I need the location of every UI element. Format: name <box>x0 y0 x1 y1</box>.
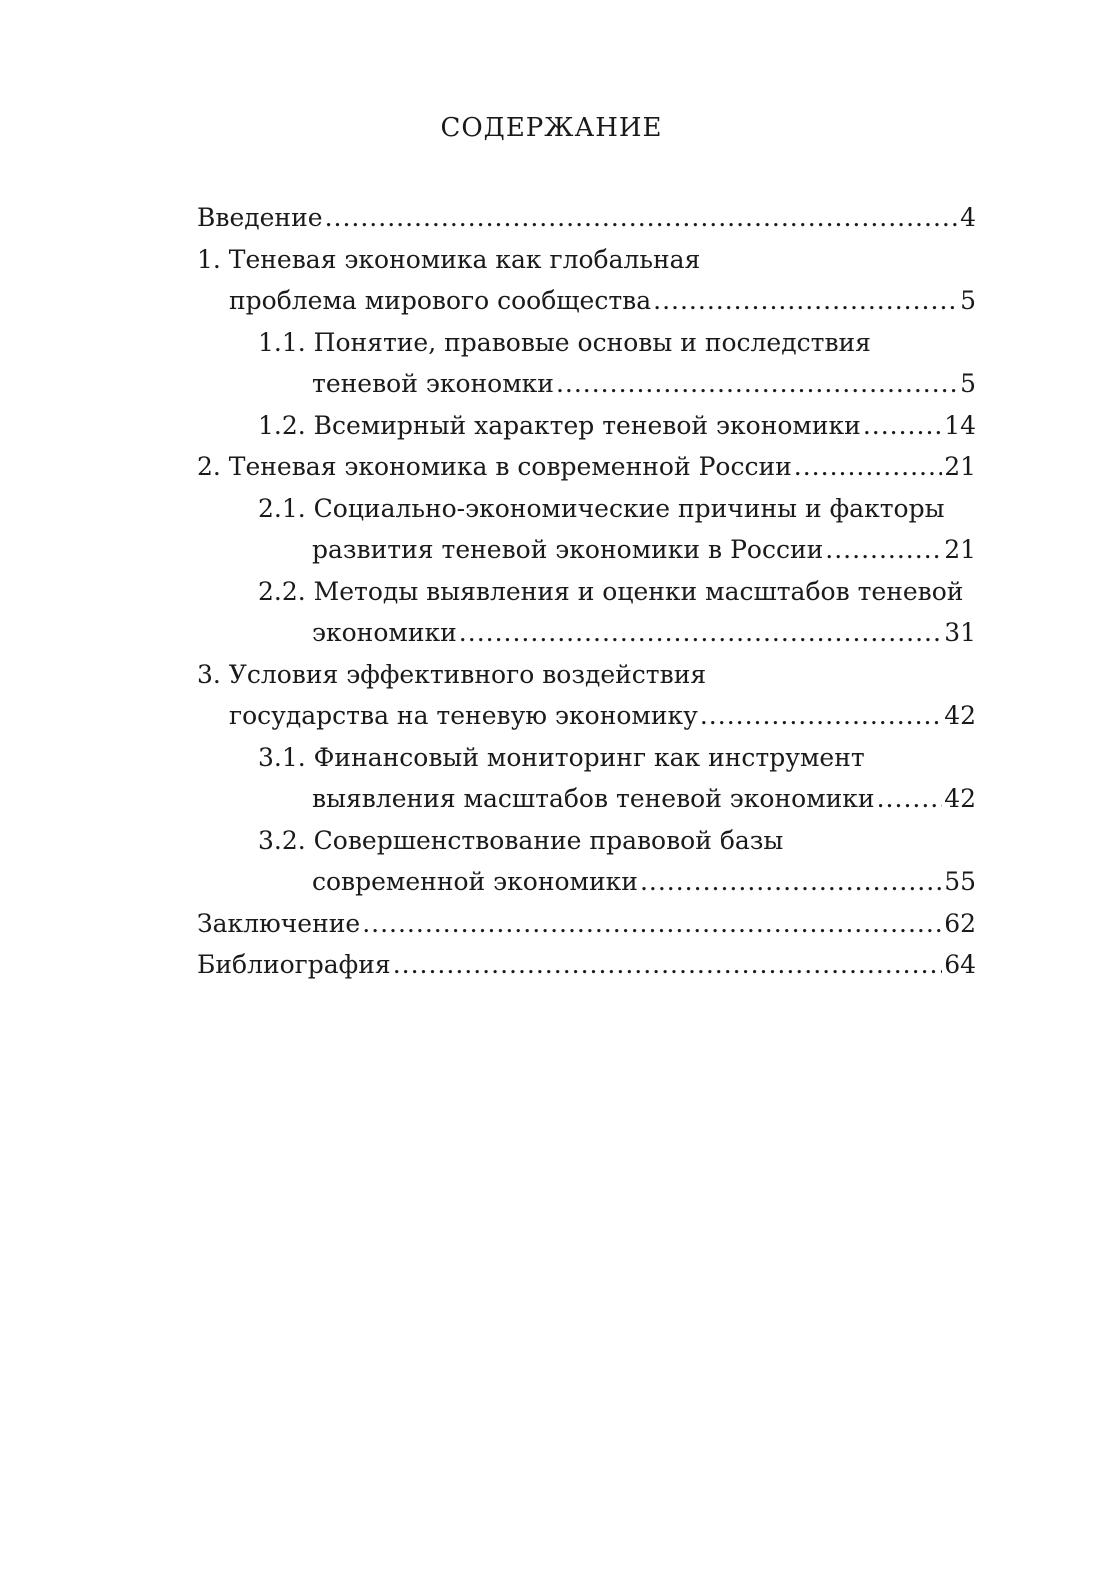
toc-entry-text: 2.1. Социально-экономические причины и факторы <box>258 493 945 523</box>
toc-page-number: 4 <box>960 203 976 232</box>
dot-leader <box>393 944 942 986</box>
dot-leader <box>325 197 959 239</box>
dot-leader <box>877 778 943 820</box>
toc-entry-text: Введение <box>197 203 323 232</box>
toc-entry-section-3-1-cont[interactable] <box>197 778 976 820</box>
toc-page-number: 55 <box>944 867 976 896</box>
toc-entry-text: теневой экономки <box>312 369 554 398</box>
toc-entry-text: государства на теневую экономику <box>229 701 698 730</box>
toc-entry-text: 2. Теневая экономика в современной России <box>197 452 792 481</box>
toc-entry-chapter-1[interactable] <box>197 239 976 281</box>
toc-entry-section-1-1-cont[interactable] <box>197 363 976 405</box>
toc-entry-text: 1.1. Понятие, правовые основы и последствия <box>258 327 871 357</box>
toc-entry-text: проблема мирового сообщества <box>229 286 652 315</box>
toc-page-number: 5 <box>960 286 976 315</box>
toc-page-number: 31 <box>944 618 976 647</box>
toc-entry-section-1-2[interactable] <box>197 405 976 447</box>
toc-entry-text: Библиография <box>197 950 391 979</box>
toc-page-number: 21 <box>944 452 976 481</box>
toc-entry-section-3-2[interactable] <box>197 820 976 862</box>
toc-page-number: 5 <box>960 369 976 398</box>
dot-leader <box>794 446 942 488</box>
toc-entry-text: Заключение <box>197 908 361 938</box>
toc-entry-text: 3.2. Совершенствование правовой базы <box>258 825 784 855</box>
dot-leader <box>653 280 958 322</box>
toc-entry-section-2-1-cont[interactable] <box>197 529 976 571</box>
toc-entry-text: 2.2. Методы выявления и оценки масштабов теневой <box>258 576 964 606</box>
toc-entry-chapter-3[interactable] <box>197 654 976 696</box>
toc-entry-chapter-3-cont[interactable] <box>197 695 976 737</box>
toc-entry-text: 1. Теневая экономика как глобальная <box>197 244 701 274</box>
table-of-contents <box>197 197 976 986</box>
toc-entry-chapter-2[interactable] <box>197 446 976 488</box>
toc-entry-text: современной экономики <box>312 867 638 896</box>
toc-entry-section-2-2-cont[interactable] <box>197 612 976 654</box>
toc-page-number: 62 <box>944 908 976 938</box>
toc-entry-section-3-2-cont[interactable] <box>197 861 976 903</box>
toc-entry-text: выявления масштабов теневой экономики <box>312 784 875 813</box>
toc-page-number: 21 <box>944 535 976 564</box>
dot-leader <box>863 405 942 447</box>
toc-page-number: 64 <box>944 950 976 979</box>
toc-entry-section-2-2[interactable] <box>197 571 976 613</box>
page-title: СОДЕРЖАНИЕ <box>440 113 663 143</box>
toc-entry-text: 3. Условия эффективного воздействия <box>197 659 707 689</box>
toc-entry-section-1-1[interactable] <box>197 322 976 364</box>
toc-entry-conclusion[interactable] <box>197 903 976 945</box>
toc-entry-section-2-1[interactable] <box>197 488 976 530</box>
toc-entry-introduction[interactable] <box>197 197 976 239</box>
toc-entry-text: развития теневой экономики в России <box>312 535 824 564</box>
toc-entry-text: 1.2. Всемирный характер теневой экономики <box>258 410 861 440</box>
toc-entry-chapter-1-cont[interactable] <box>197 280 976 322</box>
toc-page-number: 42 <box>944 701 976 730</box>
dot-leader <box>700 695 942 737</box>
dot-leader <box>640 861 942 903</box>
dot-leader <box>362 903 942 945</box>
toc-entry-text: экономики <box>312 618 457 647</box>
toc-entry-bibliography[interactable] <box>197 944 976 986</box>
toc-page-number: 42 <box>944 784 976 813</box>
toc-entry-text: 3.1. Финансовый мониторинг как инструмент <box>258 742 865 772</box>
toc-entry-section-3-1[interactable] <box>197 737 976 779</box>
dot-leader <box>459 612 942 654</box>
dot-leader <box>556 363 958 405</box>
toc-page-number: 14 <box>944 410 976 440</box>
dot-leader <box>825 529 942 571</box>
